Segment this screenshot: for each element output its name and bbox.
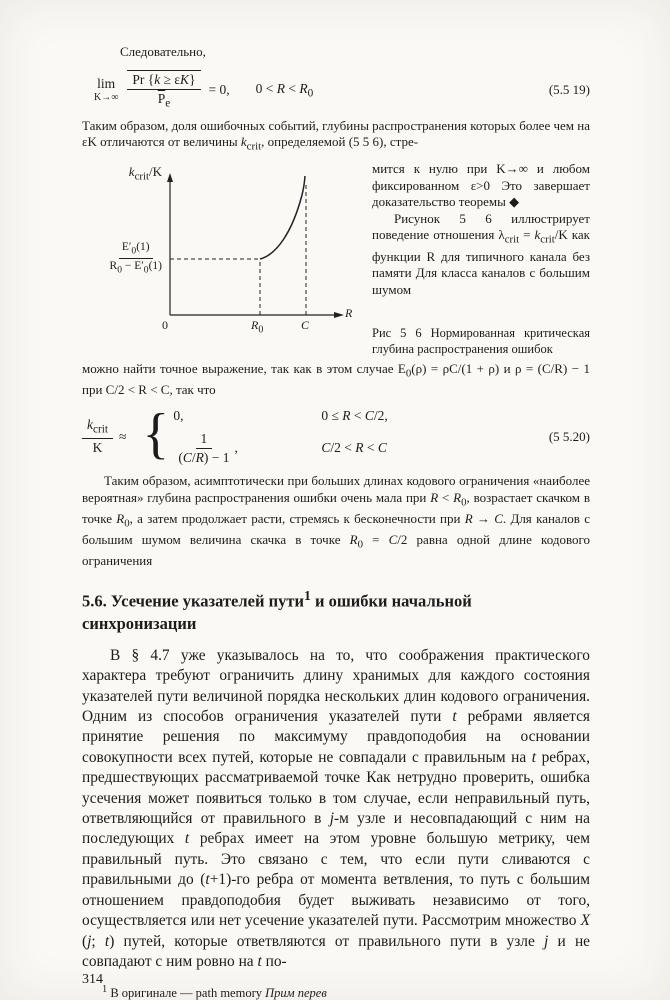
paragraph-figure-intro: Рисунок 5 6 иллюстрирует поведение отношения $\lambda_{crit} = k_{crit}/K$ как функции R для типичного канала без памяти Для класса каналов с большим шумом [372,210,590,297]
equation-5-5-19 [82,70,590,111]
equation-number: (5 5.20) [548,428,590,444]
case-row: $\frac{1}{(C/R) - 1}$ , C/2 < R < C [173,431,387,466]
cases-block [173,408,387,466]
y-axis-arrow [167,173,173,182]
equation-condition: $0 < R < R_0$ [255,80,314,100]
figure-c-label: C [301,318,310,333]
figure-x-axis-label: R [345,306,353,321]
paragraph-continuation: мится к нулю при K→∞ и любом фиксированном ε>0 Это завершает доказательство теоремы ◆ [372,161,590,210]
figure-r0-label: $R_0$ [251,318,264,336]
limit-operator: lim K→∞ [94,76,119,103]
lhs-fraction: $\frac{k_{crit}}{K}$ [82,417,113,456]
page-number: 314 [82,972,103,987]
paragraph-lead: Следовательно, [120,44,206,59]
figure-origin-label: 0 [162,318,168,333]
paragraph-after-eq: Таким образом, асимптотически при больших длинах кодового ограничения «наиболее вероятная» глубина распространения ошибки очень мала при $R < R_0$, возрастает скачком в точке $R_0$, а затем продолжает расти, стремясь к бесконечности при R → C. Для каналов с большим шумом величина скачка в точке $R_0 = C/2$ равна одной длине кодового ограничения [82,473,590,568]
figure-caption: Рис 5 6 Нормированная критическая глубина распространения ошибок [372,326,590,356]
paragraph-main: В § 4.7 уже указывалось на то, что соображения практического характера требуют ограничить длину хранимых для каждого состояния указателей пути величиной порядка нескольких длин кодового ограничения. Одним из способов ограничения указателей пути t ребрами является принятие решения по максимуму правдоподобия на основании совокупности всех путей, которые не совпадали с правильным на t ребрах, предшествующих рассматриваемой точке Как нетрудно проверить, ошибка усечения может появиться только в том случае, если неправильный путь, ответвляющийся от правильного в j-м узле и несовпадающий с ним на последующих t ребрах имеет на этом уровне большую метрику, чем правильный путь. Это связано с тем, что если пути сливаются с правильными до (t+1)-го ребра от момента ветвления, то путь с большим отношением правдоподобия будет выживать независимо от того, осуществляется или нет усечение указателей пути. Рассмотрим множество X (j; t) путей, которые ответвляются от правильного пути в узле j и не совпадают с ним ровно на t по- [82,646,591,970]
curve [260,176,305,259]
section-heading: 5.6. Усечение указателей пути$^1$ и ошибки начальной синхронизации [82,588,472,633]
figure-level-fraction: $\frac{E'_0(1)}{R_0 - E'_0(1)}$ [109,241,162,276]
approx-sign: ≈ [119,428,127,444]
footnote: $^1$ В оригинале — path memory Прим перев [102,984,327,1000]
cases-brace: { [142,403,170,466]
paragraph-top: Таким образом, доля ошибочных событий, глубины распространения которых более чем на εK отличаются от величины $k_{crit}$, определяемой (5 5 6), стре- [82,117,590,153]
figure-row [82,161,590,357]
fraction: $\frac{Pr \{k \ge \varepsilon K\}}{\overline{P}_e}$ [127,70,200,111]
equation-number: (5.5 19) [548,82,590,98]
case-fraction: $\frac{1}{(C/R) - 1}$ [178,430,230,465]
equation-body [82,403,388,466]
figure-y-label: $k_{crit}/K$ [128,164,162,184]
paragraph-mid: можно найти точное выражение, так как в этом случае $E_0(\rho) = \rho C/(1 + \rho)$ и ρ = (C/R) − 1 при C/2 < R < C, так что [82,361,590,398]
figure-5-6 [82,161,364,351]
right-text-column [372,161,590,357]
equation-body [94,70,313,111]
equation-5-5-20 [82,403,590,466]
x-axis-arrow [334,312,344,318]
case-row: 0, 0 ≤ R < C/2, [173,407,388,423]
equation-rhs: = 0, [208,82,230,98]
